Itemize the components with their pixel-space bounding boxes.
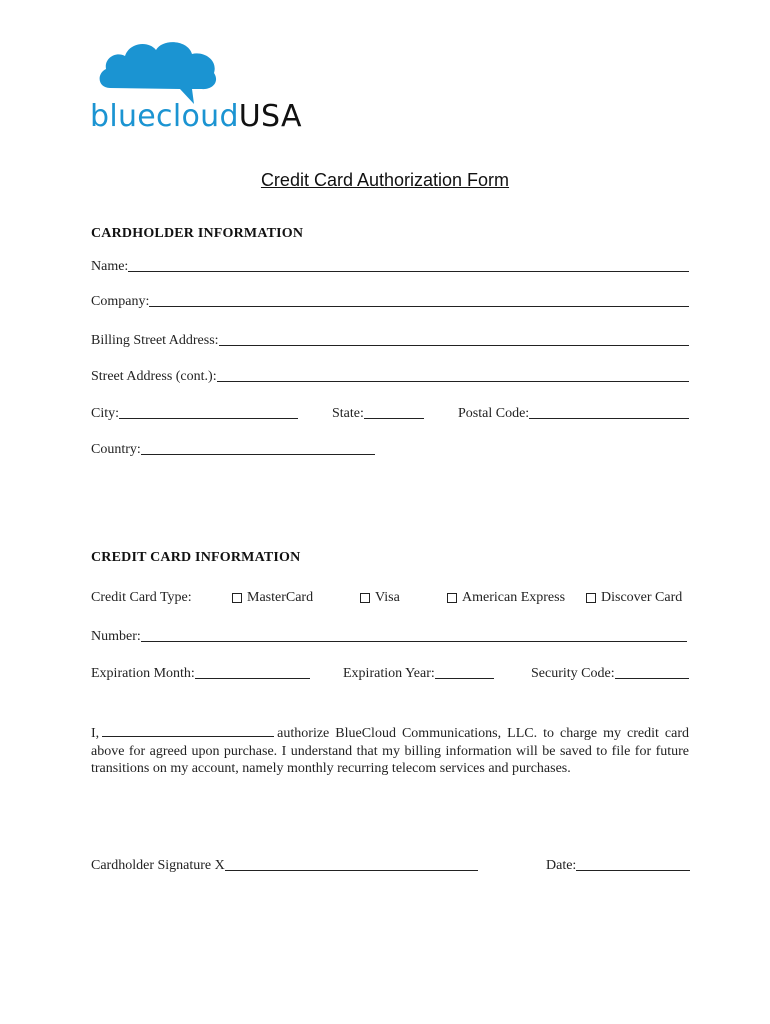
postal-code-label: Postal Code: [458, 406, 530, 421]
american-express-checkbox[interactable] [447, 593, 457, 603]
option-discover-card[interactable] [586, 590, 682, 606]
billing-street-label: Billing Street Address: [91, 333, 219, 348]
city-input-line[interactable] [119, 417, 298, 419]
signature-field[interactable] [91, 855, 478, 875]
company-label: Company: [91, 294, 150, 309]
expiration-year-input-line[interactable] [435, 677, 494, 679]
signature-label: Cardholder Signature X [91, 858, 225, 873]
card-number-label: Number: [91, 629, 141, 644]
option-american-express[interactable] [447, 590, 565, 606]
mastercard-checkbox[interactable] [232, 593, 242, 603]
company-field[interactable] [91, 291, 689, 311]
city-label: City: [91, 406, 120, 421]
street-cont-label: Street Address (cont.): [91, 369, 217, 384]
billing-street-field[interactable] [91, 330, 689, 350]
security-code-field[interactable] [531, 663, 689, 683]
company-input-line[interactable] [149, 305, 689, 307]
cloud-speech-icon [96, 38, 220, 108]
security-code-input-line[interactable] [615, 677, 689, 679]
option-visa[interactable] [360, 590, 400, 606]
american-express-label: American Express [462, 590, 566, 605]
street-cont-input-line[interactable] [217, 380, 689, 382]
signature-input-line[interactable] [225, 869, 478, 871]
card-number-input-line[interactable] [141, 640, 687, 642]
name-input-line[interactable] [128, 270, 689, 272]
state-label: State: [332, 406, 364, 421]
expiration-year-label: Expiration Year: [343, 666, 435, 681]
security-code-label: Security Code: [531, 666, 615, 681]
postal-code-field[interactable] [458, 403, 689, 423]
name-field[interactable] [91, 256, 689, 276]
city-field[interactable] [91, 403, 298, 423]
authorization-text: authorize BlueCloud Communications, LLC. to charge my credit card above for agreed upon purchase. I understand that my billing information will be saved to file for future transitions on my account, namely monthly recurring telecom services and purchases. [91, 726, 689, 776]
street-cont-field[interactable] [91, 366, 689, 386]
authorization-prefix: I, [91, 726, 100, 741]
bluecloud-logo [90, 38, 320, 138]
date-label: Date: [546, 858, 577, 873]
expiration-month-label: Expiration Month: [91, 666, 195, 681]
card-type-label: Credit Card Type: [91, 590, 192, 605]
discover-card-checkbox[interactable] [586, 593, 596, 603]
country-input-line[interactable] [141, 453, 375, 455]
logo-text-bluecloud: bluecloud [90, 99, 239, 134]
visa-label: Visa [375, 590, 400, 605]
credit-card-heading: CREDIT CARD INFORMATION [91, 550, 301, 565]
postal-code-input-line[interactable] [529, 417, 689, 419]
logo-wordmark [90, 99, 302, 134]
date-input-line[interactable] [576, 869, 690, 871]
authorization-paragraph [91, 724, 689, 778]
expiration-year-field[interactable] [343, 663, 494, 683]
card-number-field[interactable] [91, 626, 687, 646]
logo-text-usa: USA [238, 99, 302, 134]
discover-card-label: Discover Card [601, 590, 683, 605]
authorizer-name-blank[interactable] [102, 724, 274, 737]
state-field[interactable] [332, 403, 424, 423]
date-field[interactable] [546, 855, 690, 875]
name-label: Name: [91, 259, 129, 274]
visa-checkbox[interactable] [360, 593, 370, 603]
billing-street-input-line[interactable] [219, 344, 689, 346]
state-input-line[interactable] [364, 417, 424, 419]
cardholder-heading: CARDHOLDER INFORMATION [91, 226, 304, 241]
mastercard-label: MasterCard [247, 590, 314, 605]
expiration-month-input-line[interactable] [195, 677, 310, 679]
expiration-month-field[interactable] [91, 663, 310, 683]
form-title: Credit Card Authorization Form [260, 170, 510, 190]
option-mastercard[interactable] [232, 590, 313, 606]
country-field[interactable] [91, 439, 375, 459]
country-label: Country: [91, 442, 141, 457]
